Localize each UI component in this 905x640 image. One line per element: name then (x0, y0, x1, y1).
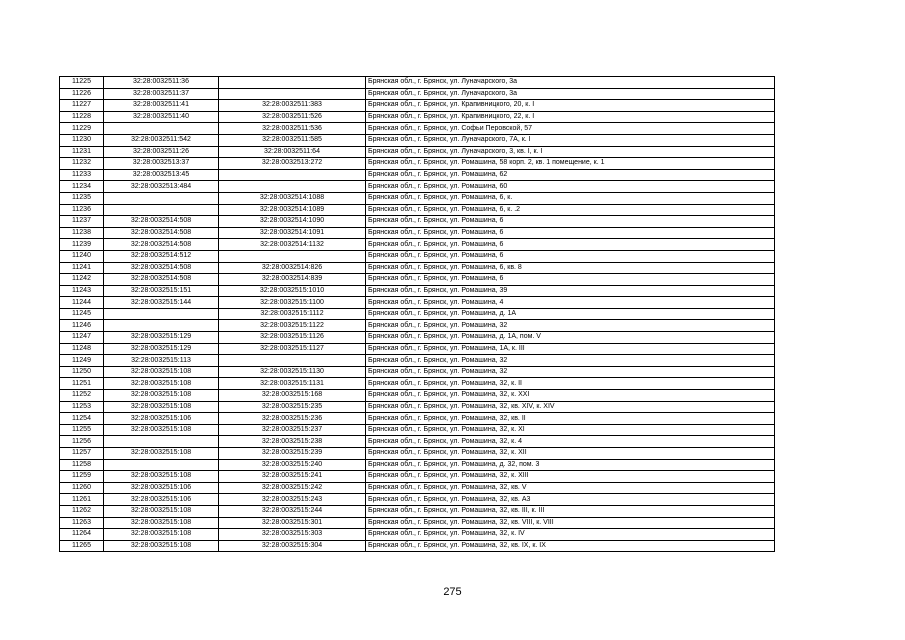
address-cell: Брянская обл., г. Брянск, ул. Ромашина, 6 (366, 274, 775, 286)
building-cadastral-number-cell: 32:28:0032514:1132 (219, 239, 366, 251)
table-row (60, 378, 775, 390)
building-cadastral-number-cell: 32:28:0032515:304 (219, 540, 366, 552)
building-cadastral-number-cell: 32:28:0032515:1126 (219, 332, 366, 344)
row-number-cell: 11258 (60, 459, 104, 471)
land-cadastral-number-cell (104, 204, 219, 216)
row-number-cell: 11232 (60, 158, 104, 170)
table-row (60, 517, 775, 529)
address-cell: Брянская обл., г. Брянск, ул. Луначарского, 7А, к. I (366, 134, 775, 146)
address-cell: Брянская обл., г. Брянск, ул. Ромашина, 4 (366, 297, 775, 309)
building-cadastral-number-cell: 32:28:0032515:1127 (219, 343, 366, 355)
land-cadastral-number-cell: 32:28:0032511:36 (104, 77, 219, 89)
address-cell: Брянская обл., г. Брянск, ул. Ромашина, 6 (366, 239, 775, 251)
building-cadastral-number-cell: 32:28:0032515:1112 (219, 308, 366, 320)
row-number-cell: 11237 (60, 216, 104, 228)
address-cell: Брянская обл., г. Брянск, ул. Ромашина, 32 (366, 320, 775, 332)
address-cell: Брянская обл., г. Брянск, ул. Ромашина, 32, кв. II (366, 413, 775, 425)
table-row (60, 274, 775, 286)
address-cell: Брянская обл., г. Брянск, ул. Ромашина, 32 (366, 355, 775, 367)
land-cadastral-number-cell: 32:28:0032513:45 (104, 169, 219, 181)
land-cadastral-number-cell: 32:28:0032515:108 (104, 529, 219, 541)
table-row (60, 181, 775, 193)
table-row (60, 424, 775, 436)
row-number-cell: 11259 (60, 471, 104, 483)
row-number-cell: 11228 (60, 111, 104, 123)
page-number: 275 (443, 586, 462, 598)
table-row (60, 146, 775, 158)
address-cell: Брянская обл., г. Брянск, ул. Ромашина, 6, кв. 8 (366, 262, 775, 274)
address-cell: Брянская обл., г. Брянск, ул. Ромашина, д. 1А (366, 308, 775, 320)
building-cadastral-number-cell: 32:28:0032514:839 (219, 274, 366, 286)
table-row (60, 297, 775, 309)
table-row (60, 413, 775, 425)
table-row (60, 262, 775, 274)
row-number-cell: 11252 (60, 390, 104, 402)
address-cell: Брянская обл., г. Брянск, ул. Ромашина, 32, кв. V (366, 482, 775, 494)
address-cell: Брянская обл., г. Брянск, ул. Ромашина, 32, к. XXI (366, 390, 775, 402)
building-cadastral-number-cell: 32:28:0032515:1130 (219, 366, 366, 378)
building-cadastral-number-cell: 32:28:0032515:242 (219, 482, 366, 494)
row-number-cell: 11250 (60, 366, 104, 378)
row-number-cell: 11233 (60, 169, 104, 181)
address-cell: Брянская обл., г. Брянск, ул. Луначарского, 3, кв. I, к. I (366, 146, 775, 158)
land-cadastral-number-cell: 32:28:0032515:108 (104, 448, 219, 460)
table-row (60, 216, 775, 228)
land-cadastral-number-cell: 32:28:0032515:108 (104, 366, 219, 378)
table-row (60, 390, 775, 402)
building-cadastral-number-cell: 32:28:0032514:1089 (219, 204, 366, 216)
table-row (60, 320, 775, 332)
address-cell: Брянская обл., г. Брянск, ул. Ромашина, 32, к. IV (366, 529, 775, 541)
land-cadastral-number-cell: 32:28:0032514:512 (104, 250, 219, 262)
row-number-cell: 11230 (60, 134, 104, 146)
table-row (60, 111, 775, 123)
table-body (60, 77, 775, 552)
building-cadastral-number-cell: 32:28:0032515:1100 (219, 297, 366, 309)
row-number-cell: 11265 (60, 540, 104, 552)
building-cadastral-number-cell: 32:28:0032515:235 (219, 401, 366, 413)
table-row (60, 448, 775, 460)
row-number-cell: 11255 (60, 424, 104, 436)
table-row (60, 169, 775, 181)
table-row (60, 239, 775, 251)
land-cadastral-number-cell: 32:28:0032514:508 (104, 227, 219, 239)
building-cadastral-number-cell (219, 169, 366, 181)
row-number-cell: 11234 (60, 181, 104, 193)
land-cadastral-number-cell: 32:28:0032515:108 (104, 378, 219, 390)
table-row (60, 204, 775, 216)
building-cadastral-number-cell: 32:28:0032514:1090 (219, 216, 366, 228)
table-row (60, 158, 775, 170)
table-row (60, 366, 775, 378)
building-cadastral-number-cell: 32:28:0032511:526 (219, 111, 366, 123)
land-cadastral-number-cell (104, 320, 219, 332)
land-cadastral-number-cell: 32:28:0032515:113 (104, 355, 219, 367)
building-cadastral-number-cell: 32:28:0032515:168 (219, 390, 366, 402)
table-row (60, 494, 775, 506)
land-cadastral-number-cell: 32:28:0032515:129 (104, 343, 219, 355)
table-row (60, 471, 775, 483)
building-cadastral-number-cell: 32:28:0032514:826 (219, 262, 366, 274)
row-number-cell: 11227 (60, 100, 104, 112)
address-cell: Брянская обл., г. Брянск, ул. Ромашина, 6 (366, 216, 775, 228)
address-cell: Брянская обл., г. Брянск, ул. Ромашина, 39 (366, 285, 775, 297)
table-row (60, 332, 775, 344)
land-cadastral-number-cell: 32:28:0032511:542 (104, 134, 219, 146)
building-cadastral-number-cell: 32:28:0032515:239 (219, 448, 366, 460)
building-cadastral-number-cell: 32:28:0032515:301 (219, 517, 366, 529)
address-cell: Брянская обл., г. Брянск, ул. Ромашина, 32, кв. III, к. III (366, 505, 775, 517)
table-row (60, 482, 775, 494)
row-number-cell: 11263 (60, 517, 104, 529)
address-cell: Брянская обл., г. Брянск, ул. Луначарского, 3а (366, 88, 775, 100)
address-cell: Брянская обл., г. Брянск, ул. Ромашина, 6, к. .2 (366, 204, 775, 216)
row-number-cell: 11242 (60, 274, 104, 286)
table-row (60, 227, 775, 239)
row-number-cell: 11235 (60, 192, 104, 204)
table-row (60, 529, 775, 541)
land-cadastral-number-cell: 32:28:0032511:37 (104, 88, 219, 100)
land-cadastral-number-cell: 32:28:0032511:26 (104, 146, 219, 158)
address-cell: Брянская обл., г. Брянск, ул. Ромашина, 32, к. 4 (366, 436, 775, 448)
building-cadastral-number-cell: 32:28:0032511:64 (219, 146, 366, 158)
row-number-cell: 11240 (60, 250, 104, 262)
row-number-cell: 11238 (60, 227, 104, 239)
address-cell: Брянская обл., г. Брянск, ул. Ромашина, 62 (366, 169, 775, 181)
building-cadastral-number-cell: 32:28:0032511:585 (219, 134, 366, 146)
address-cell: Брянская обл., г. Брянск, ул. Ромашина, 32, к. XIII (366, 471, 775, 483)
land-cadastral-number-cell: 32:28:0032514:508 (104, 239, 219, 251)
table-row (60, 100, 775, 112)
address-cell: Брянская обл., г. Брянск, ул. Ромашина, 32, к. XII (366, 448, 775, 460)
address-cell: Брянская обл., г. Брянск, ул. Ромашина, 32, кв. VIII, к. VIII (366, 517, 775, 529)
building-cadastral-number-cell: 32:28:0032515:236 (219, 413, 366, 425)
table-row (60, 308, 775, 320)
row-number-cell: 11243 (60, 285, 104, 297)
row-number-cell: 11247 (60, 332, 104, 344)
row-number-cell: 11245 (60, 308, 104, 320)
land-cadastral-number-cell (104, 192, 219, 204)
land-cadastral-number-cell (104, 436, 219, 448)
building-cadastral-number-cell: 32:28:0032515:1122 (219, 320, 366, 332)
table-row (60, 123, 775, 135)
land-cadastral-number-cell: 32:28:0032515:108 (104, 390, 219, 402)
table-row (60, 459, 775, 471)
row-number-cell: 11241 (60, 262, 104, 274)
building-cadastral-number-cell: 32:28:0032513:272 (219, 158, 366, 170)
address-cell: Брянская обл., г. Брянск, ул. Крапивницкого, 20, к. I (366, 100, 775, 112)
table-row (60, 540, 775, 552)
row-number-cell: 11231 (60, 146, 104, 158)
address-cell: Брянская обл., г. Брянск, ул. Софьи Перовской, 57 (366, 123, 775, 135)
table-row (60, 343, 775, 355)
building-cadastral-number-cell: 32:28:0032515:238 (219, 436, 366, 448)
building-cadastral-number-cell (219, 355, 366, 367)
building-cadastral-number-cell (219, 181, 366, 193)
address-cell: Брянская обл., г. Брянск, ул. Ромашина, 32, к. II (366, 378, 775, 390)
table-row (60, 250, 775, 262)
building-cadastral-number-cell: 32:28:0032514:1088 (219, 192, 366, 204)
land-cadastral-number-cell (104, 308, 219, 320)
land-cadastral-number-cell: 32:28:0032515:108 (104, 505, 219, 517)
land-cadastral-number-cell (104, 459, 219, 471)
building-cadastral-number-cell (219, 77, 366, 89)
address-cell: Брянская обл., г. Брянск, ул. Ромашина, 1А, к. III (366, 343, 775, 355)
land-cadastral-number-cell: 32:28:0032515:106 (104, 494, 219, 506)
building-cadastral-number-cell: 32:28:0032515:241 (219, 471, 366, 483)
table-row (60, 192, 775, 204)
row-number-cell: 11225 (60, 77, 104, 89)
building-cadastral-number-cell: 32:28:0032515:244 (219, 505, 366, 517)
building-cadastral-number-cell: 32:28:0032511:536 (219, 123, 366, 135)
address-cell: Брянская обл., г. Брянск, ул. Ромашина, 32, кв. XIV, к. XIV (366, 401, 775, 413)
building-cadastral-number-cell: 32:28:0032515:1010 (219, 285, 366, 297)
land-cadastral-number-cell: 32:28:0032511:40 (104, 111, 219, 123)
address-cell: Брянская обл., г. Брянск, ул. Ромашина, 60 (366, 181, 775, 193)
row-number-cell: 11236 (60, 204, 104, 216)
address-cell: Брянская обл., г. Брянск, ул. Ромашина, 6 (366, 227, 775, 239)
row-number-cell: 11257 (60, 448, 104, 460)
address-cell: Брянская обл., г. Брянск, ул. Ромашина, 32, к. XI (366, 424, 775, 436)
land-cadastral-number-cell: 32:28:0032515:129 (104, 332, 219, 344)
land-cadastral-number-cell: 32:28:0032511:41 (104, 100, 219, 112)
building-cadastral-number-cell (219, 88, 366, 100)
row-number-cell: 11260 (60, 482, 104, 494)
table-row (60, 134, 775, 146)
address-cell: Брянская обл., г. Брянск, ул. Ромашина, 6, к. (366, 192, 775, 204)
row-number-cell: 11256 (60, 436, 104, 448)
address-cell: Брянская обл., г. Брянск, ул. Ромашина, 58 корп. 2, кв. 1 помещение, к. 1 (366, 158, 775, 170)
building-cadastral-number-cell: 32:28:0032514:1091 (219, 227, 366, 239)
address-cell: Брянская обл., г. Брянск, ул. Ромашина, 32 (366, 366, 775, 378)
row-number-cell: 11264 (60, 529, 104, 541)
address-cell: Брянская обл., г. Брянск, ул. Ромашина, 32, кв. IX, к. IX (366, 540, 775, 552)
building-cadastral-number-cell (219, 250, 366, 262)
row-number-cell: 11229 (60, 123, 104, 135)
land-cadastral-number-cell: 32:28:0032515:151 (104, 285, 219, 297)
table-row (60, 88, 775, 100)
land-cadastral-number-cell: 32:28:0032514:508 (104, 262, 219, 274)
address-cell: Брянская обл., г. Брянск, ул. Крапивницкого, 22, к. I (366, 111, 775, 123)
row-number-cell: 11251 (60, 378, 104, 390)
land-cadastral-number-cell: 32:28:0032515:108 (104, 401, 219, 413)
table-row (60, 436, 775, 448)
table-row (60, 505, 775, 517)
land-cadastral-number-cell: 32:28:0032515:106 (104, 413, 219, 425)
building-cadastral-number-cell: 32:28:0032515:1131 (219, 378, 366, 390)
row-number-cell: 11246 (60, 320, 104, 332)
row-number-cell: 11254 (60, 413, 104, 425)
building-cadastral-number-cell: 32:28:0032515:243 (219, 494, 366, 506)
building-cadastral-number-cell: 32:28:0032511:383 (219, 100, 366, 112)
table-row (60, 77, 775, 89)
table-row (60, 285, 775, 297)
row-number-cell: 11244 (60, 297, 104, 309)
address-cell: Брянская обл., г. Брянск, ул. Ромашина, д. 32, пом. 3 (366, 459, 775, 471)
row-number-cell: 11261 (60, 494, 104, 506)
land-cadastral-number-cell: 32:28:0032514:508 (104, 274, 219, 286)
address-cell: Брянская обл., г. Брянск, ул. Ромашина, 6 (366, 250, 775, 262)
land-cadastral-number-cell (104, 123, 219, 135)
row-number-cell: 11226 (60, 88, 104, 100)
land-cadastral-number-cell: 32:28:0032513:37 (104, 158, 219, 170)
land-cadastral-number-cell: 32:28:0032515:108 (104, 471, 219, 483)
table-row (60, 401, 775, 413)
land-cadastral-number-cell: 32:28:0032515:108 (104, 540, 219, 552)
building-cadastral-number-cell: 32:28:0032515:240 (219, 459, 366, 471)
row-number-cell: 11253 (60, 401, 104, 413)
address-cell: Брянская обл., г. Брянск, ул. Ромашина, 32, кв. А3 (366, 494, 775, 506)
land-cadastral-number-cell: 32:28:0032515:144 (104, 297, 219, 309)
land-cadastral-number-cell: 32:28:0032513:484 (104, 181, 219, 193)
cadastral-table (59, 76, 775, 552)
row-number-cell: 11239 (60, 239, 104, 251)
row-number-cell: 11248 (60, 343, 104, 355)
land-cadastral-number-cell: 32:28:0032515:108 (104, 517, 219, 529)
address-cell: Брянская обл., г. Брянск, ул. Луначарского, 3а (366, 77, 775, 89)
row-number-cell: 11249 (60, 355, 104, 367)
land-cadastral-number-cell: 32:28:0032515:108 (104, 424, 219, 436)
building-cadastral-number-cell: 32:28:0032515:237 (219, 424, 366, 436)
table-row (60, 355, 775, 367)
land-cadastral-number-cell: 32:28:0032515:106 (104, 482, 219, 494)
row-number-cell: 11262 (60, 505, 104, 517)
address-cell: Брянская обл., г. Брянск, ул. Ромашина, д. 1А, пом. V (366, 332, 775, 344)
land-cadastral-number-cell: 32:28:0032514:508 (104, 216, 219, 228)
building-cadastral-number-cell: 32:28:0032515:303 (219, 529, 366, 541)
